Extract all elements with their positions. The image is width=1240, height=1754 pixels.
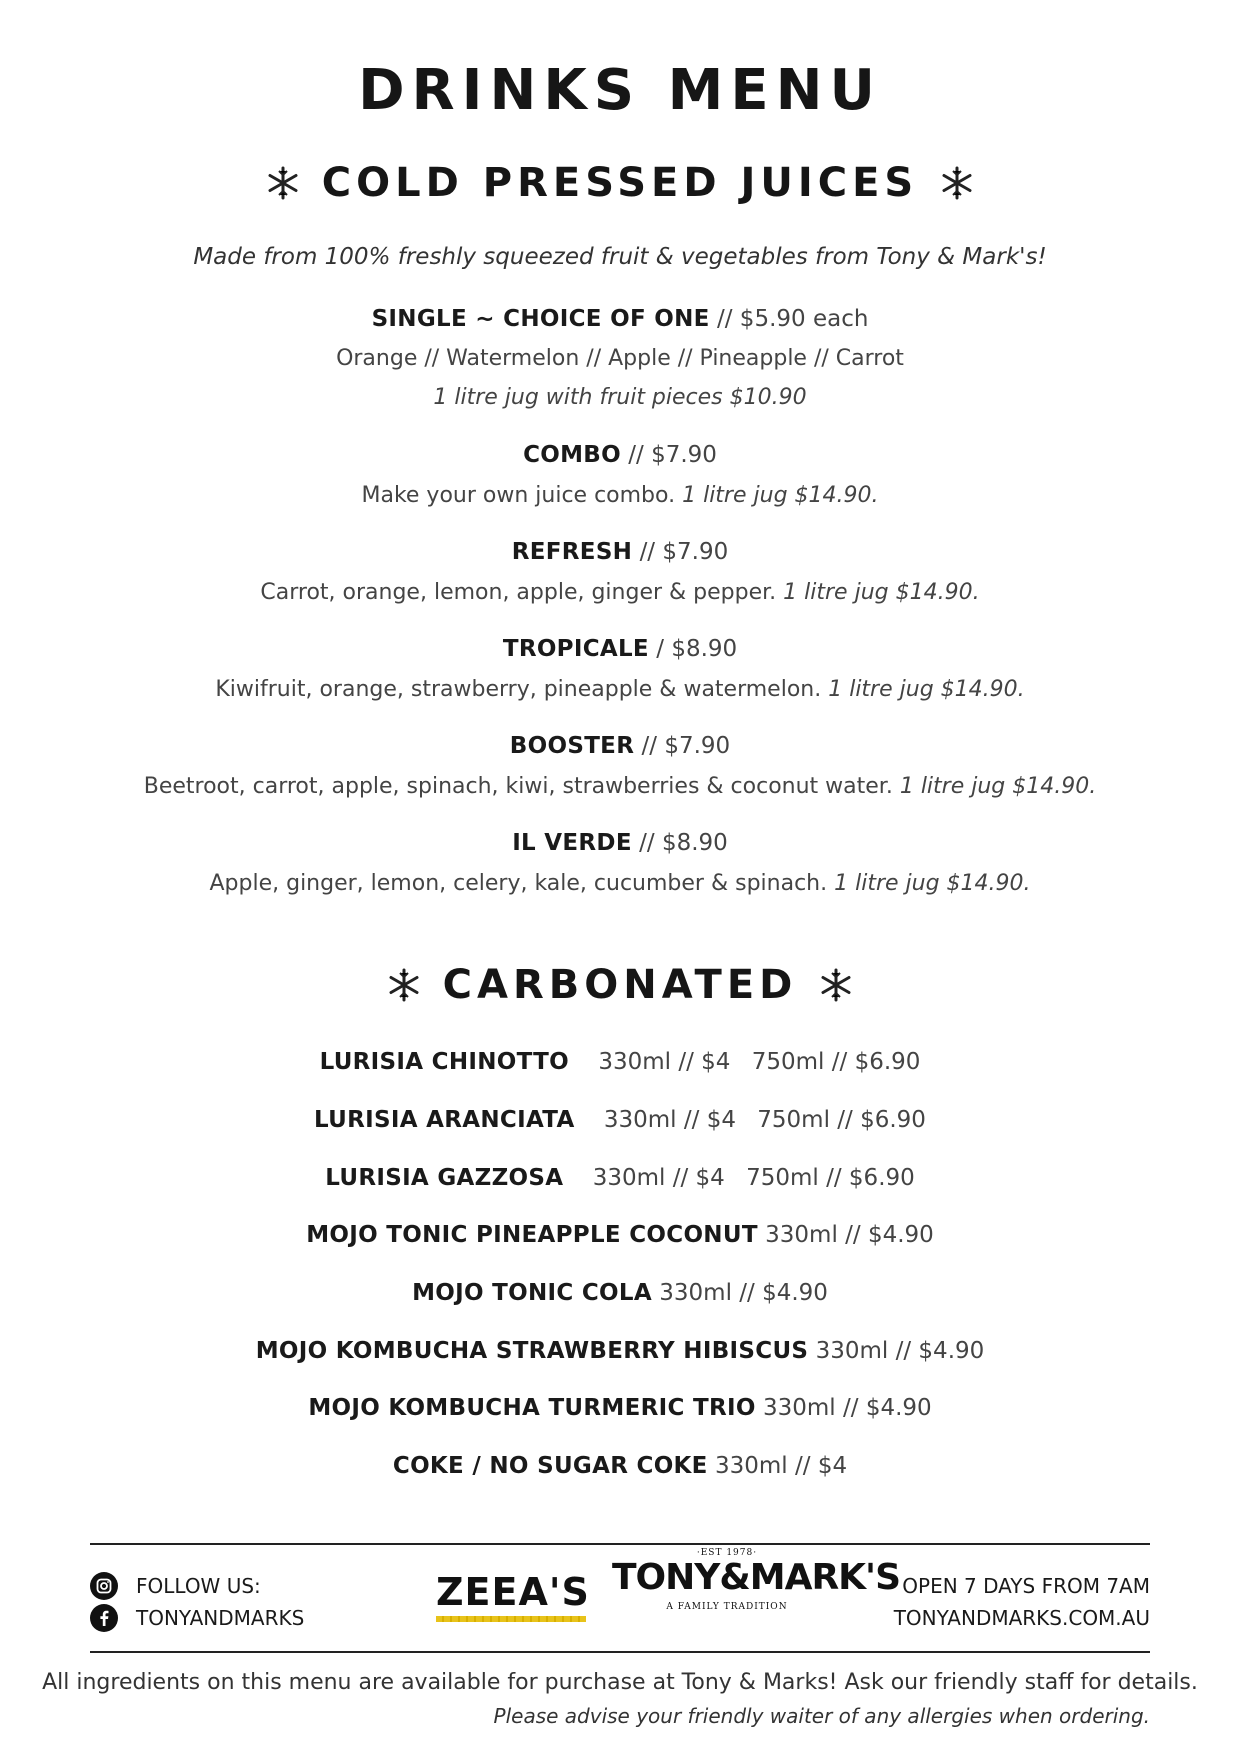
menu-item-refresh [0, 539, 1240, 565]
juices-intro: Made from 100% freshly squeezed fruit & vegetables from Tony & Mark's! [193, 244, 1047, 270]
social-row-facebook[interactable] [90, 1602, 304, 1634]
tony-and-marks-logo [612, 1548, 901, 1612]
item-name: BOOSTER [509, 733, 635, 759]
item-desc: Make your own juice combo. [361, 483, 676, 508]
menu-item-tropicale [0, 636, 1240, 662]
item-desc-line [0, 677, 1240, 702]
hours-block [894, 1570, 1150, 1634]
instagram-icon[interactable] [90, 1572, 118, 1600]
item-desc: Kiwifruit, orange, strawberry, pineapple & watermelon. [215, 677, 822, 702]
facebook-icon[interactable] [90, 1604, 118, 1632]
carbonated-item [0, 1049, 1240, 1075]
opening-hours: OPEN 7 DAYS FROM 7AM [902, 1574, 1150, 1598]
zeeas-logo [436, 1570, 590, 1622]
item-price: // $7.90 [628, 442, 717, 468]
item-price: / $8.90 [656, 636, 738, 662]
snowflake-icon [387, 968, 421, 1002]
item-jug: 1 litre jug $14.90. [899, 774, 1097, 799]
zeeas-logo-underline [436, 1616, 586, 1622]
item-desc-line [0, 483, 1240, 508]
follow-label: FOLLOW US: [136, 1574, 261, 1598]
item-size-small: 330ml // $4 [598, 1049, 731, 1075]
logo-wordmark: TONY&MARK'S [612, 1557, 901, 1598]
single-jug: 1 litre jug with fruit pieces $10.90 [433, 385, 807, 410]
item-jug: 1 litre jug $14.90. [682, 483, 879, 508]
item-desc-line [0, 871, 1240, 896]
item-price: // $7.90 [639, 539, 729, 565]
item-size-large: 750ml // $6.90 [757, 1107, 926, 1133]
website-link[interactable]: TONYANDMARKS.COM.AU [893, 1606, 1150, 1630]
item-price: // $8.90 [639, 830, 728, 856]
snowflake-icon [266, 166, 300, 200]
carbonated-heading-label: CARBONATED [442, 962, 798, 1008]
item-desc: Beetroot, carrot, apple, spinach, kiwi, strawberries & coconut water. [143, 774, 893, 799]
allergy-note: Please advise your friendly waiter of any allergies when ordering. [493, 1704, 1150, 1728]
zeeas-logo-text: ZEEA'S [436, 1570, 590, 1614]
item-size-small: 330ml // $4 [603, 1107, 736, 1133]
juices-heading [0, 160, 1240, 206]
item-name: COMBO [523, 442, 621, 468]
carbonated-item [0, 1280, 1240, 1306]
item-name: REFRESH [511, 539, 633, 565]
item-name: MOJO TONIC COLA [412, 1280, 652, 1306]
carbonated-item [0, 1222, 1240, 1248]
social-row-instagram[interactable] [90, 1570, 304, 1602]
carbonated-item [0, 1107, 1240, 1133]
item-price: // $5.90 each [717, 306, 869, 332]
item-jug: 1 litre jug $14.90. [783, 580, 980, 605]
item-name: MOJO KOMBUCHA STRAWBERRY HIBISCUS [255, 1338, 809, 1364]
menu-item-il-verde [0, 830, 1240, 856]
carbonated-item [0, 1338, 1240, 1364]
item-size: 330ml // $4.90 [659, 1280, 828, 1306]
item-desc-line [0, 580, 1240, 605]
social-handle: TONYANDMARKS [136, 1606, 305, 1630]
item-desc: Apple, ginger, lemon, celery, kale, cucumber & spinach. [209, 871, 828, 896]
item-name: COKE / NO SUGAR COKE [392, 1453, 708, 1479]
ingredients-note: All ingredients on this menu are available for purchase at Tony & Marks! Ask our friendly staff for details. [42, 1670, 1198, 1695]
snowflake-icon [940, 166, 974, 200]
item-desc: Carrot, orange, lemon, apple, ginger & pepper. [260, 580, 777, 605]
menu-item-combo [0, 442, 1240, 468]
item-desc-line [0, 774, 1240, 799]
snowflake-icon [819, 968, 853, 1002]
item-size: 330ml // $4.90 [763, 1395, 932, 1421]
social-block [90, 1570, 304, 1634]
item-size-large: 750ml // $6.90 [751, 1049, 921, 1075]
item-jug: 1 litre jug $14.90. [834, 871, 1031, 896]
item-name: MOJO TONIC PINEAPPLE COCONUT [306, 1222, 758, 1248]
footer-top-rule [90, 1543, 1150, 1545]
carbonated-heading [0, 962, 1240, 1008]
menu-item-single [0, 306, 1240, 332]
item-size-large: 750ml // $6.90 [746, 1165, 915, 1191]
item-size-small: 330ml // $4 [592, 1165, 725, 1191]
item-name: TROPICALE [502, 636, 649, 662]
item-price: // $7.90 [641, 733, 731, 759]
menu-item-booster [0, 733, 1240, 759]
juices-heading-label: COLD PRESSED JUICES [321, 160, 919, 206]
logo-tagline: A FAMILY TRADITION [666, 1601, 788, 1612]
item-name: LURISIA CHINOTTO [319, 1049, 570, 1075]
item-name: LURISIA ARANCIATA [314, 1107, 575, 1133]
item-name: LURISIA GAZZOSA [325, 1165, 564, 1191]
item-size: 330ml // $4.90 [765, 1222, 934, 1248]
carbonated-item [0, 1453, 1240, 1479]
item-name: MOJO KOMBUCHA TURMERIC TRIO [308, 1395, 756, 1421]
logo-est: ·EST 1978· [696, 1548, 758, 1558]
item-name: SINGLE ~ CHOICE OF ONE [371, 306, 710, 332]
carbonated-item [0, 1165, 1240, 1191]
item-jug: 1 litre jug $14.90. [828, 677, 1025, 702]
carbonated-item [0, 1395, 1240, 1421]
single-jug-line [0, 385, 1240, 410]
single-options: Orange // Watermelon // Apple // Pineapple // Carrot [336, 346, 904, 371]
footer-bottom-rule [90, 1651, 1150, 1653]
item-name: IL VERDE [512, 830, 632, 856]
item-size: 330ml // $4.90 [815, 1338, 985, 1364]
page-title: DRINKS MENU [358, 58, 882, 123]
item-size: 330ml // $4 [715, 1453, 848, 1479]
